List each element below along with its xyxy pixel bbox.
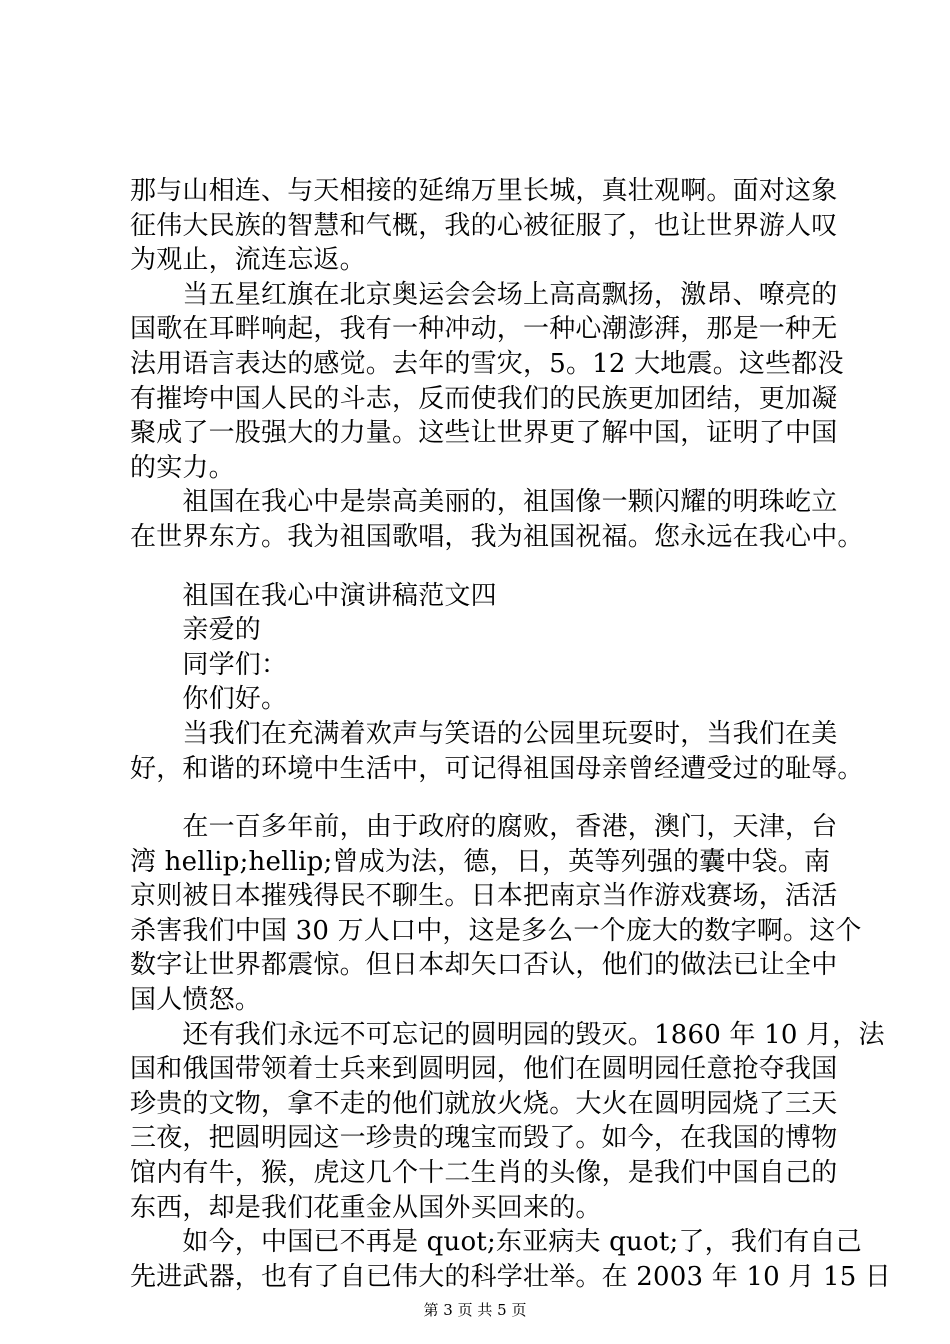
text-line: 在世界东方。我为祖国歌唱，我为祖国祝福。您永远在我心中。 [130,521,864,552]
text-line: 如今，中国已不再是 quot;东亚病夫 quot;了，我们有自己 [130,1227,862,1258]
text-line: 当五星红旗在北京奥运会会场上高高飘扬，激昂、嘹亮的 [130,279,838,310]
text-line: 杀害我们中国 30 万人口中，这是多么一个庞大的数字啊。这个 [130,915,862,946]
text-line: 的实力。 [130,452,235,483]
text-line: 为观止，流连忘返。 [130,245,366,276]
text-line: 先进武器，也有了自已伟大的科学壮举。在 2003 年 10 月 15 日 [130,1261,892,1292]
text-line: 好，和谐的环境中生活中，可记得祖国母亲曾经遭受过的耻辱。 [130,753,864,784]
text-line: 国和俄国带领着士兵来到圆明园，他们在圆明园任意抢夺我国 [130,1054,838,1085]
text-line: 那与山相连、与天相接的延绵万里长城，真壮观啊。面对这象 [130,176,838,206]
text-line: 湾 hellip;hellip;曾成为法，德，日，英等列强的囊中袋。南 [130,846,831,877]
text-line: 东西，却是我们花重金从国外买回来的。 [130,1192,602,1223]
page-footer [0,1300,950,1320]
document-body [130,174,892,1294]
text-line: 当我们在充满着欢声与笑语的公园里玩耍时，当我们在美 [130,718,838,749]
text-line: 京则被日本摧残得民不聊生。日本把南京当作游戏赛场，活活 [130,881,838,912]
page-number: 第 3 页 共 5 页 [423,1301,527,1319]
text-line: 珍贵的文物，拿不走的他们就放火烧。大火在圆明园烧了三天 [130,1088,838,1119]
text-line: 法用语言表达的感觉。去年的雪灾，5。12 大地震。这些都没 [130,348,844,379]
text-line: 亲爱的 [130,615,262,646]
text-line: 国人愤怒。 [130,985,262,1016]
text-line: 国歌在耳畔响起，我有一种冲动，一种心潮澎湃，那是一种无 [130,314,838,345]
text-line: 在一百多年前，由于政府的腐败，香港，澳门，天津，台 [130,812,838,843]
text-line: 你们好。 [130,684,288,715]
paragraph-gap [130,786,850,810]
text-line: 同学们： [130,649,288,680]
text-line: 有摧垮中国人民的斗志，反而使我们的民族更加团结，更加凝 [130,383,838,414]
text-line: 三夜，把圆明园这一珍贵的瑰宝而毁了。如今，在我国的博物 [130,1123,838,1154]
section-heading: 祖国在我心中演讲稿范文四 [130,580,497,611]
text-line: 祖国在我心中是崇高美丽的，祖国像一颗闪耀的明珠屹立 [130,487,838,518]
paragraph-gap [130,555,850,579]
text-line: 馆内有牛，猴，虎这几个十二生肖的头像，是我们中国自己的 [130,1158,838,1189]
text-line: 聚成了一股强大的力量。这些让世界更了解中国，证明了中国 [130,418,838,449]
text-line: 还有我们永远不可忘记的圆明园的毁灭。1860 年 10 月，法 [130,1019,885,1050]
text-line: 数字让世界都震惊。但日本却矢口否认，他们的做法已让全中 [130,950,838,981]
text-line: 征伟大民族的智慧和气概，我的心被征服了，也让世界游人叹 [130,210,838,241]
